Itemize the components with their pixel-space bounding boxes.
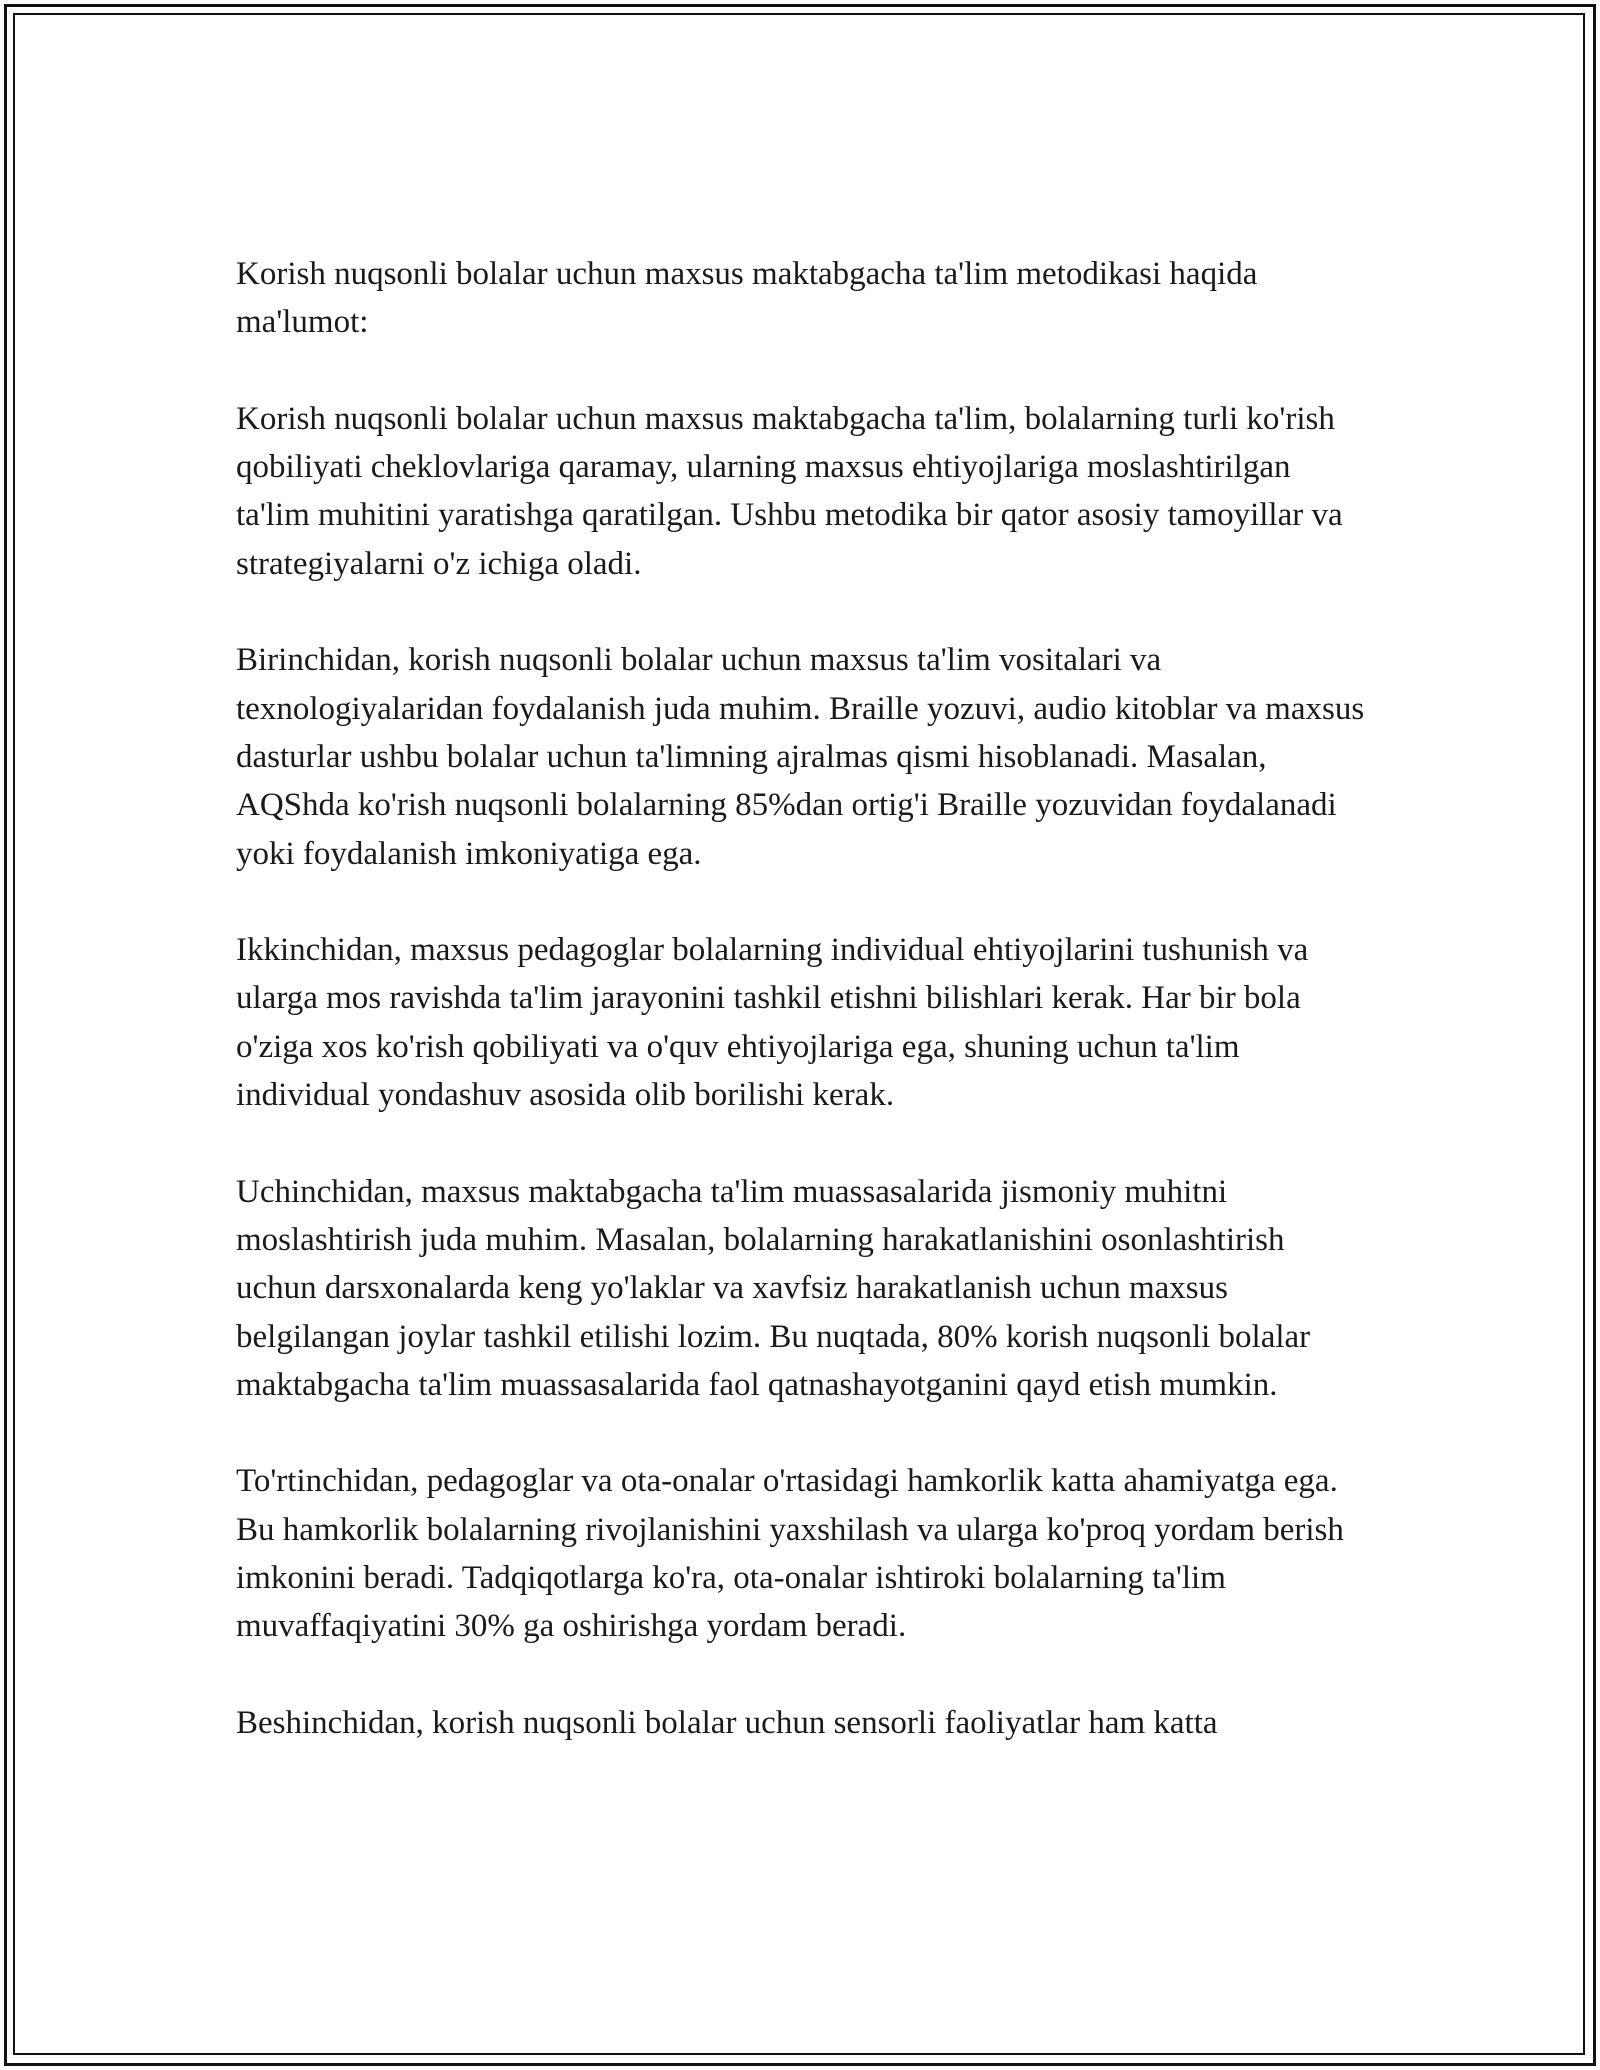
paragraph-second: Ikkinchidan, maxsus pedagoglar bolalarning individual ehtiyojlarini tushunish va ularga mos ravishda ta'lim jarayonini tashkil etishni bilishlari kerak. Har bir bola o'ziga xos ko'rish qobiliyati va o'quv ehtiyojlariga ega, shuning uchun ta'lim individual yondashuv asosida olib borilishi kerak. <box>236 932 1309 1114</box>
paragraph-first: Birinchidan, korish nuqsonli bolalar uchun maxsus ta'lim vositalari va texnologiyalaridan foydalanish juda muhim. Braille yozuvi, audio kitoblar va maxsus dasturlar ushbu bolalar uchun ta'limning ajralmas qismi hisoblanadi. Masalan, AQShda ko'rish nuqsonli bolalarning 85%dan ortig'i Braille yozuvidan foydalanadi yoki foydalanish imkoniyatiga ega. <box>236 642 1365 872</box>
document-body <box>236 250 1366 1796</box>
paragraph-intro: Korish nuqsonli bolalar uchun maxsus maktabgacha ta'lim, bolalarning turli ko'rish qobiliyati cheklovlariga qaramay, ularning maxsus ehtiyojlariga moslashtirilgan ta'lim muhitini yaratishga qaratilgan. Ushbu metodika bir qator asosiy tamoyillar va strategiyalarni o'z ichiga oladi. <box>236 400 1343 582</box>
document-title: Korish nuqsonli bolalar uchun maxsus maktabgacha ta'lim metodikasi haqida ma'lumot: <box>236 256 1258 341</box>
paragraph-third: Uchinchidan, maxsus maktabgacha ta'lim muassasalarida jismoniy muhitni moslashtirish juda muhim. Masalan, bolalarning harakatlanishini osonlashtirish uchun darsxonalarda keng yo'laklar va xavfsiz harakatlanish uchun maxsus belgilangan joylar tashkil etilishi lozim. Bu nuqtada, 80% korish nuqsonli bolalar maktabgacha ta'lim muassasalarida faol qatnashayotganini qayd etish mumkin. <box>236 1173 1311 1403</box>
paragraph-fifth: Beshinchidan, korish nuqsonli bolalar uchun sensorli faoliyatlar ham katta <box>236 1704 1218 1741</box>
paragraph-fourth: To'rtinchidan, pedagoglar va ota-onalar o'rtasidagi hamkorlik katta ahamiyatga ega. Bu hamkorlik bolalarning rivojlanishini yaxshilash va ularga ko'proq yordam berish imkonini beradi. Tadqiqotlarga ko'ra, ota-onalar ishtiroki bolalarning ta'lim muvaffaqiyatini 30% ga oshirishga yordam beradi. <box>236 1463 1344 1645</box>
